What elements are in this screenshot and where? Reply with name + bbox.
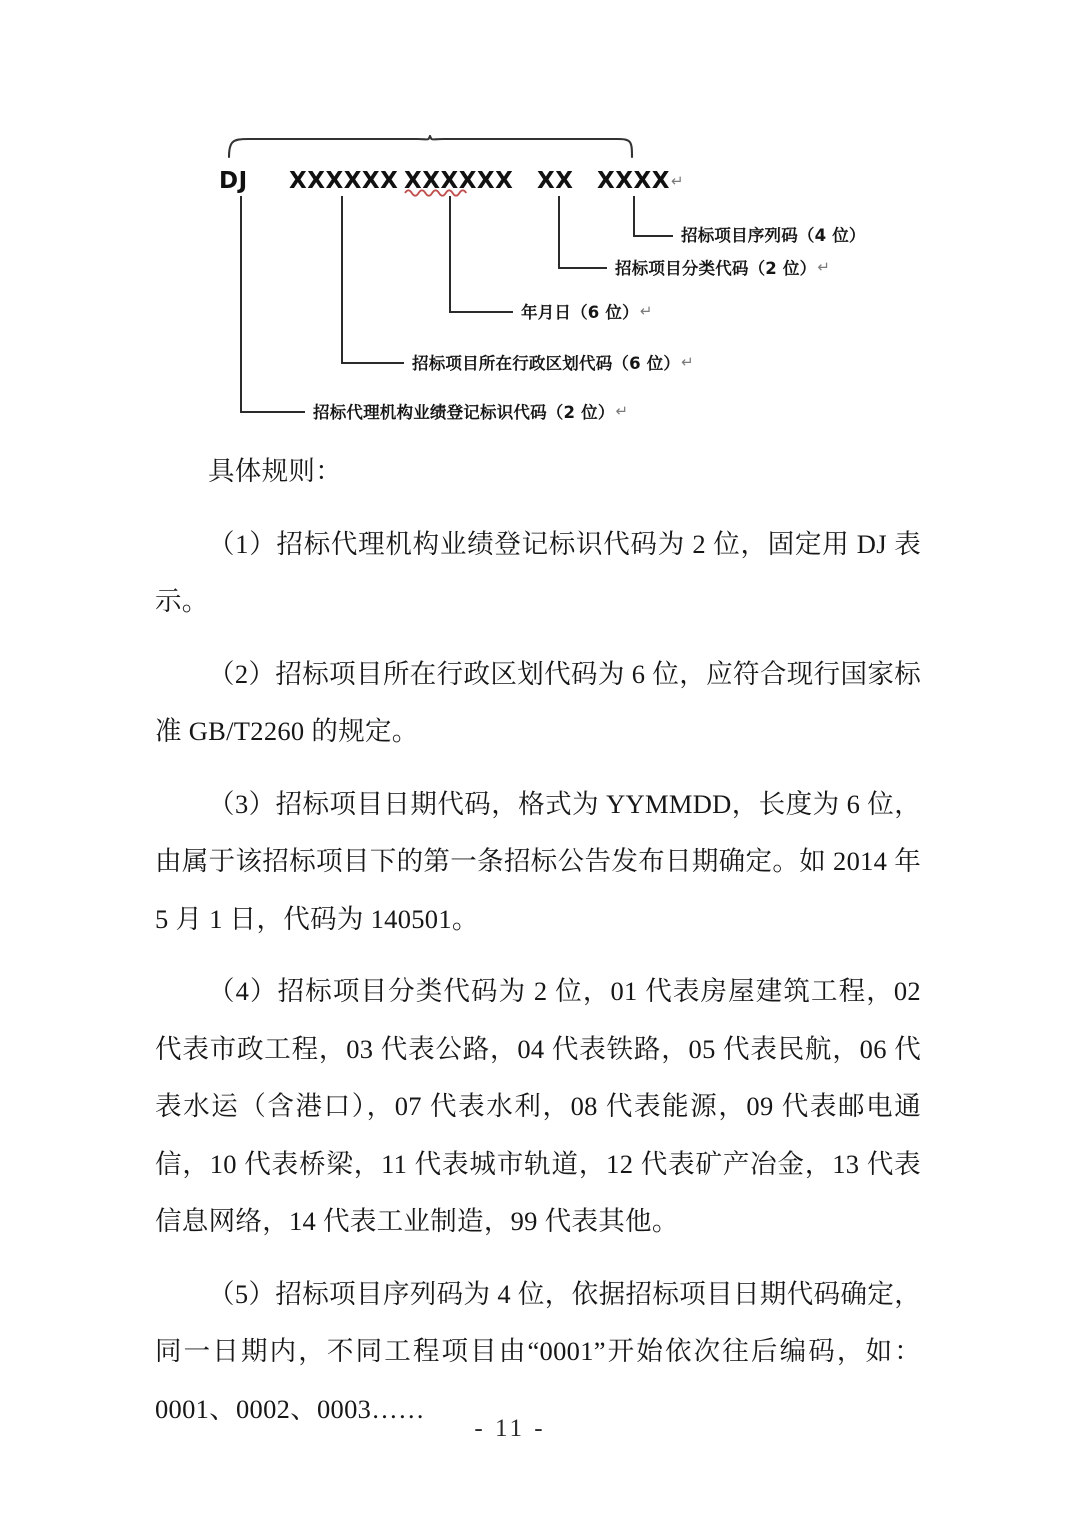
code-segment-agency: DJ	[219, 168, 248, 194]
code-segment-serial-wrap	[597, 170, 684, 193]
leader-label-agency: 招标代理机构业绩登记标识代码（2 位）↵	[313, 402, 629, 422]
leader-line-category	[559, 196, 607, 268]
leader-line-date	[450, 196, 513, 312]
pilcrow-icon-date: ↵	[639, 302, 653, 320]
leader-label-serial: 招标项目序列码（4 位）	[681, 226, 866, 245]
pilcrow-icon-category: ↵	[817, 258, 831, 276]
rule-paragraph-3: （3）招标项目日期代码，格式为 YYMMDD，长度为 6 位，由属于该招标项目下的第一条招标公告发布日期确定。如 2014 年 5 月 1 日，代码为 140501。	[155, 788, 921, 934]
rule-paragraph-4: （4）招标项目分类代码为 2 位，01 代表房屋建筑工程，02 代表市政工程，03 代表公路，04 代表铁路，05 代表民航，06 代表水运（含港口），07 代表水利，08 代表能源，09 代表邮电通信，10 代表桥梁，11 代表城市轨道，12 代表矿产冶金，13 代表信息网络，14 代表工业制造，99 代表其他。	[155, 976, 921, 1236]
rule-paragraph-1: （1）招标代理机构业绩登记标识代码为 2 位，固定用 DJ 表示。	[155, 528, 921, 616]
rule-paragraph-2: （2）招标项目所在行政区划代码为 6 位，应符合现行国家标准 GB/T2260 的规定。	[155, 658, 921, 746]
body-text-block	[155, 443, 921, 1438]
diagram-lines-svg	[0, 0, 1080, 440]
paragraph-spacer-3	[155, 761, 921, 776]
paragraph-spacer-4	[155, 948, 921, 963]
pilcrow-icon-serial: ↵	[670, 172, 685, 190]
code-segment-region: XXXXXX	[289, 168, 399, 194]
code-segment-serial: XXXX	[597, 168, 670, 194]
leader-line-serial	[634, 196, 673, 236]
leader-label-date: 年月日（6 位）↵	[521, 302, 653, 322]
code-grouping-brace	[229, 136, 632, 157]
leader-line-region	[342, 196, 404, 363]
page-number: - 11 -	[474, 1415, 546, 1442]
code-segment-date: XXXXXX	[404, 168, 514, 194]
rules-heading: 具体规则：	[208, 456, 342, 486]
paragraph-spacer-2	[155, 631, 921, 646]
code-segment-category: XX	[537, 168, 574, 194]
leader-label-region: 招标项目所在行政区划代码（6 位）↵	[412, 353, 694, 373]
pilcrow-icon-agency: ↵	[615, 402, 629, 420]
tender-code-structure-diagram	[0, 0, 1080, 440]
pilcrow-icon-region: ↵	[681, 353, 694, 371]
rule-paragraph-5: （5）招标项目序列码为 4 位，依据招标项目日期代码确定，同一日期内，不同工程项目由“0001”开始依次往后编码，如：0001、0002、0003……	[155, 1278, 921, 1424]
paragraph-spacer-1	[155, 501, 921, 516]
leader-line-agency	[241, 196, 305, 412]
leader-label-category: 招标项目分类代码（2 位）↵	[615, 258, 831, 278]
paragraph-spacer-5	[155, 1251, 921, 1266]
